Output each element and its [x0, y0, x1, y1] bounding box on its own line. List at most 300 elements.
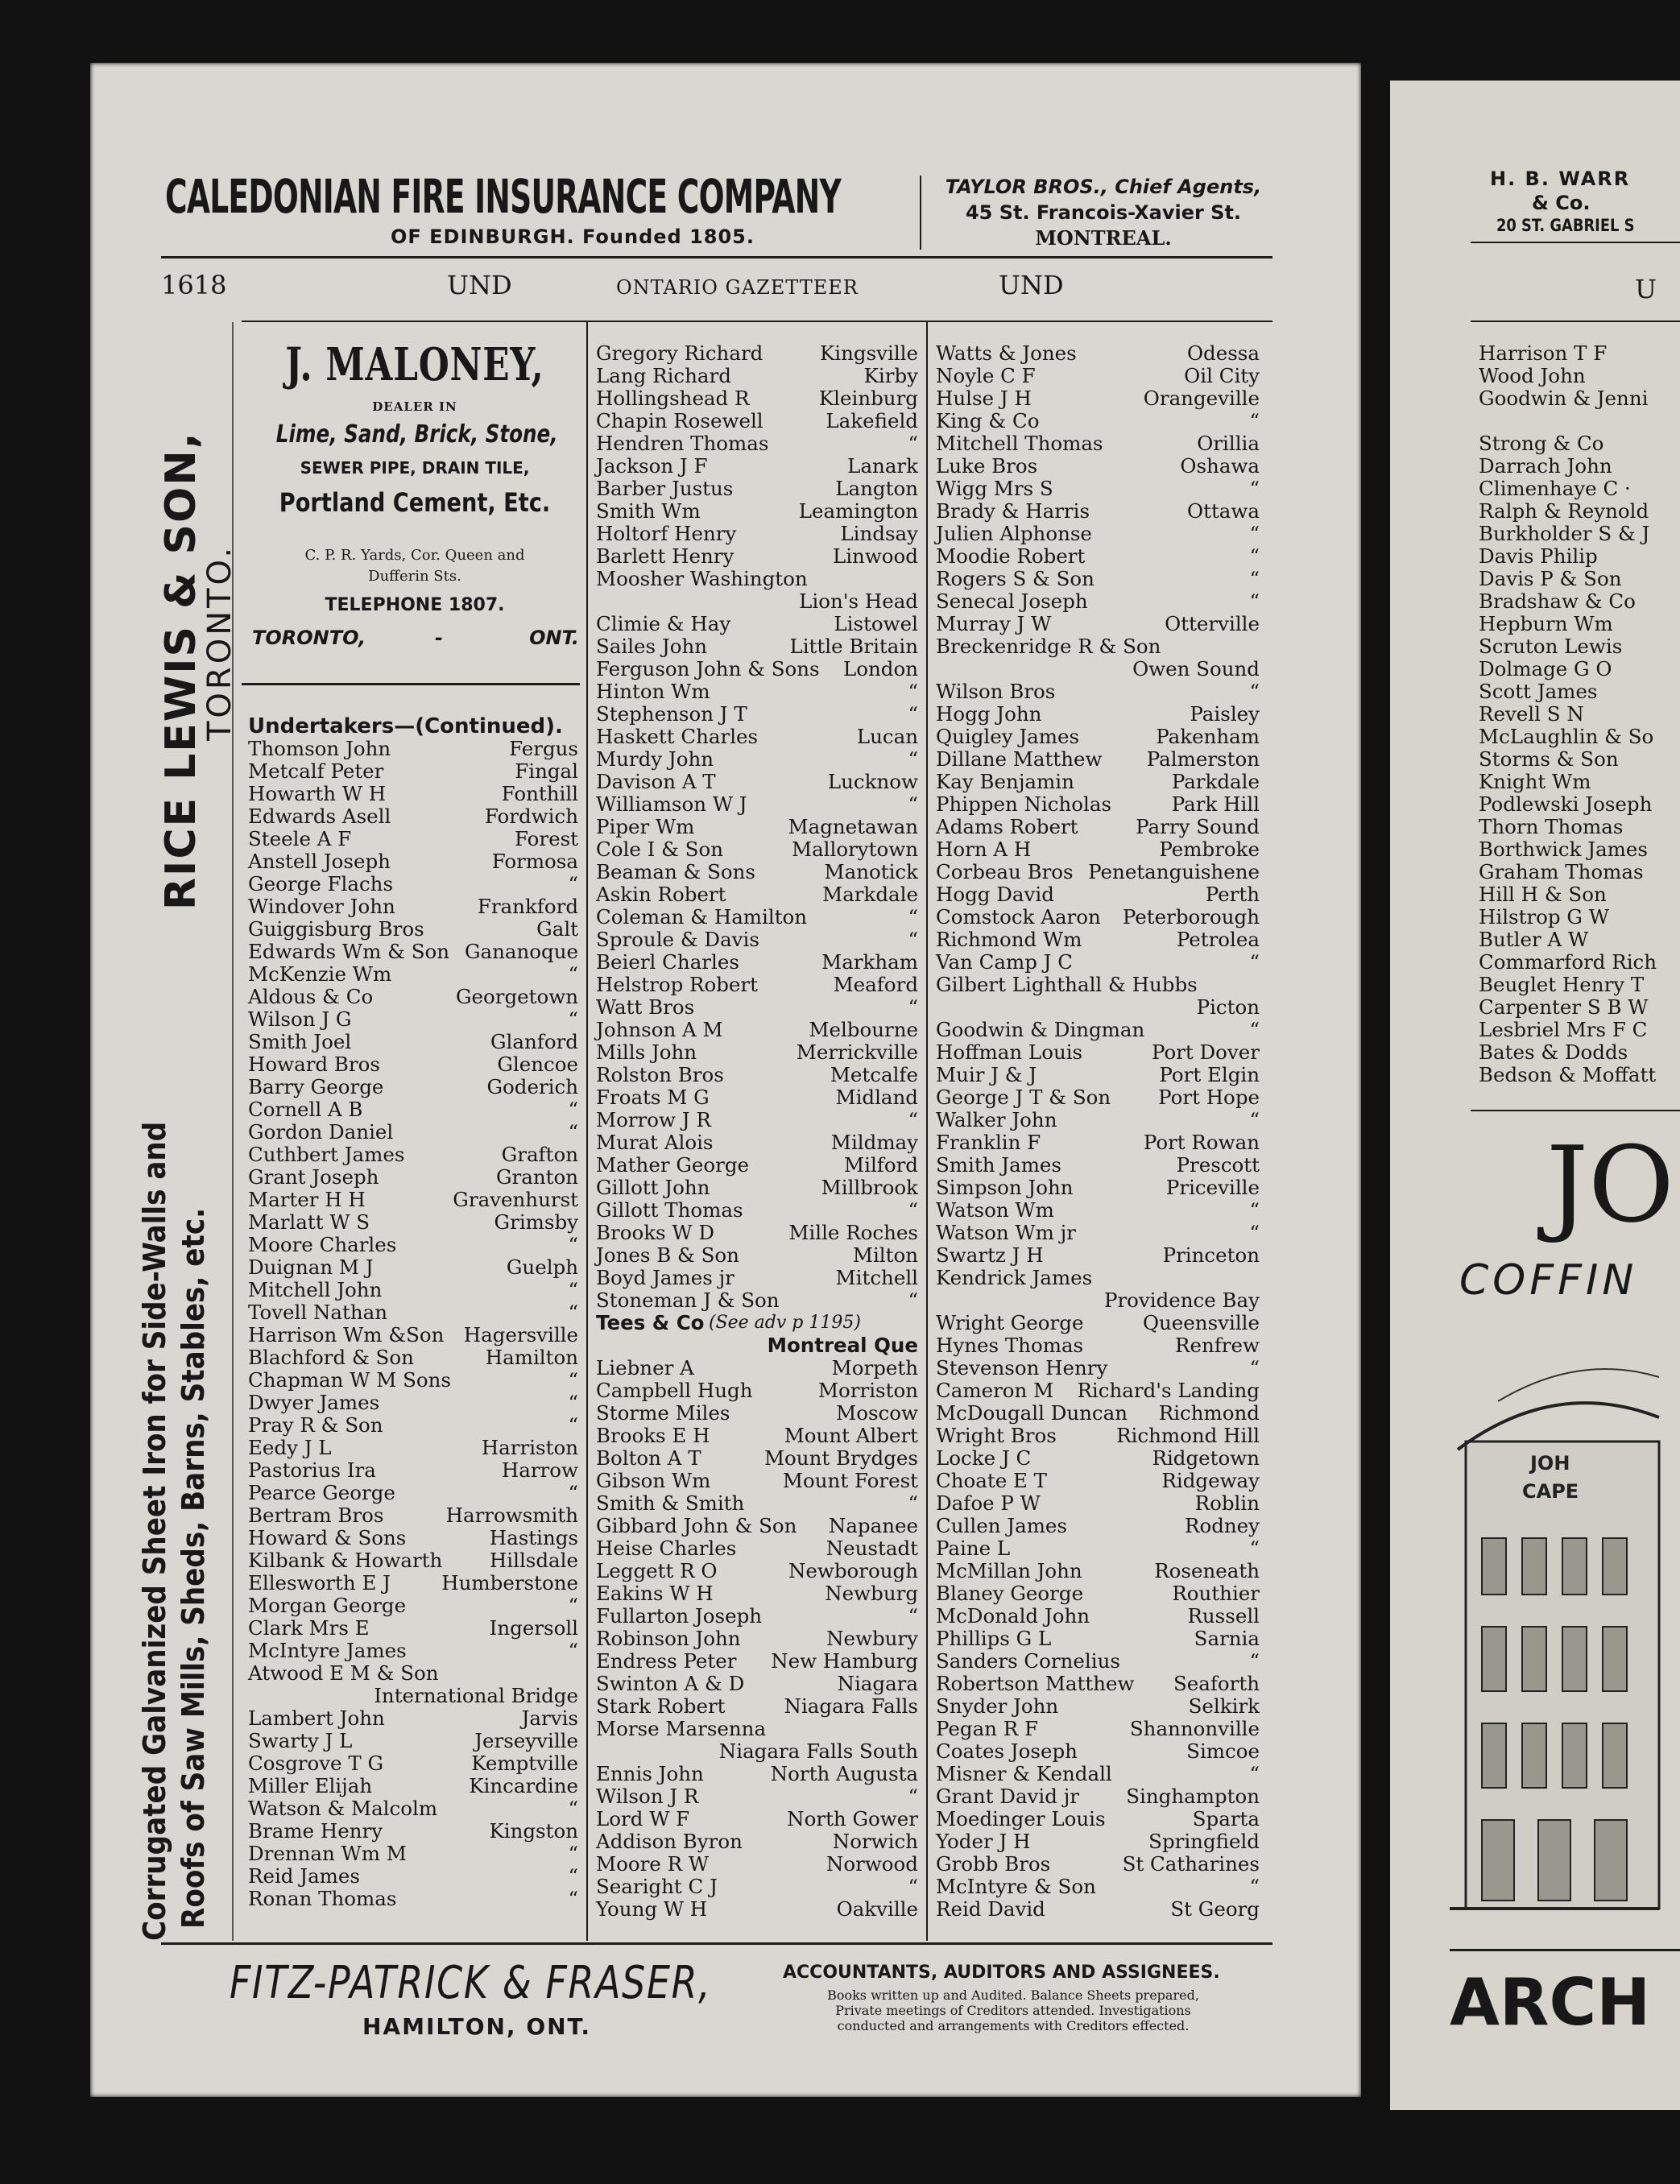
listing-place: Ottawa: [1187, 499, 1260, 523]
listing-entry: [596, 1131, 918, 1154]
listing-name: Ferguson John & Sons: [596, 657, 820, 680]
listing-name: Undertakers—(Continued).: [248, 714, 563, 738]
listing-place: Richmond Hill: [1116, 1424, 1260, 1447]
listing-place: Orangeville: [1143, 387, 1260, 410]
listing-name: Anstell Joseph: [248, 850, 391, 873]
right-listing-entry: Commarford Rich: [1479, 950, 1657, 974]
listing-entry: [248, 1482, 578, 1504]
footer-services: ACCOUNTANTS, AUDITORS AND ASSIGNEES.: [783, 1963, 1220, 1983]
listing-place: “: [568, 1233, 578, 1256]
listing-place: “: [908, 680, 918, 703]
listing-entry: [596, 703, 918, 726]
listing-place: Mallorytown: [791, 838, 918, 861]
listing-entry: [936, 1041, 1260, 1064]
listing-place: “: [1249, 567, 1260, 590]
listing-name: Watson & Malcolm: [248, 1797, 438, 1820]
listing-entry: [936, 1199, 1260, 1222]
listing-name: McMillan John: [936, 1559, 1082, 1582]
listing-entry: [596, 1515, 918, 1537]
listing-entry: [596, 1605, 918, 1628]
listing-entry: [596, 1560, 918, 1582]
insurance-ad: [165, 169, 914, 258]
corrugated-iron-ad-line2: Roofs of Saw Mills, Sheds, Barns, Stables, etc.: [176, 1207, 211, 1929]
listing-entry: [248, 1392, 578, 1414]
right-ad-coffin: COFFIN: [1459, 1256, 1638, 1305]
listing-place: Hamilton: [485, 1346, 578, 1369]
listing-entry: [936, 545, 1260, 568]
listing-entry: [936, 1019, 1260, 1041]
right-listing-entry: Bradshaw & Co: [1479, 589, 1636, 613]
right-listing-entry: Beuglet Henry T: [1479, 973, 1645, 996]
listing-name: Helstrop Robert: [596, 973, 758, 996]
rice-lewis-city: TORONTO.: [201, 544, 238, 741]
maloney-province: ONT.: [529, 627, 579, 649]
right-listing-entry: Scott James: [1479, 680, 1598, 703]
listing-entry: [936, 1853, 1260, 1876]
right-listing-entry: Wood John: [1479, 364, 1586, 387]
maloney-address: C. P. R. Yards, Cor. Queen and: [304, 547, 525, 564]
listing-place: “: [1249, 1198, 1260, 1222]
listing-entry: [596, 1763, 918, 1785]
listing-entry: [936, 1470, 1260, 1492]
listing-name: Pastorius Ira: [248, 1458, 376, 1482]
listing-name: Smith Wm: [596, 499, 701, 523]
listing-entry: [936, 748, 1260, 771]
listing-entry: [596, 1379, 918, 1402]
listing-place: “: [908, 1108, 918, 1131]
listing-place: Lindsay: [840, 522, 918, 545]
listing-place: “: [908, 1491, 918, 1515]
listing-entry: [248, 1752, 578, 1775]
listing-entry: [936, 523, 1260, 545]
listing-name: King & Co: [936, 409, 1040, 432]
listing-entry: [596, 816, 918, 838]
listing-name: Liebner A: [596, 1356, 694, 1379]
listing-name: Mills John: [596, 1040, 697, 1064]
listing-place: “: [568, 1007, 578, 1031]
listing-name: Barlett Henry: [596, 544, 734, 568]
listing-name: Smith & Smith: [596, 1491, 745, 1515]
listing-name: Morse Marsenna: [596, 1717, 767, 1740]
listing-place: Millbrook: [821, 1176, 918, 1199]
listing-entry: [596, 1695, 918, 1718]
listing-name: Murray J W: [936, 612, 1052, 635]
listing-entry: [596, 410, 918, 432]
listing-entry: [248, 1301, 578, 1324]
listing-entry: [936, 387, 1260, 410]
maloney-address-2: Dufferin Sts.: [368, 568, 461, 585]
listing-place: “: [568, 1368, 578, 1392]
listing-entry: [596, 1808, 918, 1830]
listing-name: Stoneman J & Son: [596, 1288, 780, 1312]
listing-place: Grafton: [501, 1143, 578, 1166]
listing-place: Little Britain: [789, 635, 918, 658]
listing-place: Pembroke: [1159, 838, 1260, 861]
listing-place: Galt: [536, 917, 578, 941]
maloney-city: TORONTO,: [252, 627, 366, 649]
listing-name: Wigg Mrs S: [936, 477, 1053, 500]
listing-name: Kay Benjamin: [936, 770, 1074, 793]
right-listing-entry: Thorn Thomas: [1479, 815, 1624, 838]
listing-entry: [596, 771, 918, 793]
listing-place: Kincardine: [469, 1774, 578, 1797]
listing-name: Horn A H: [936, 838, 1032, 861]
listing-name: Miller Elijah: [248, 1774, 373, 1797]
listing-name: Gillott Thomas: [596, 1198, 743, 1222]
listing-place: Kemptville: [471, 1752, 578, 1775]
listing-name: Climie & Hay: [596, 612, 731, 635]
listing-entry: [248, 1527, 578, 1549]
listing-place: Park Hill: [1171, 792, 1260, 816]
maloney-products: Lime, Sand, Brick, Stone,: [275, 420, 558, 449]
listing-place: “: [568, 1098, 578, 1121]
listing-place: “: [568, 1864, 578, 1888]
running-gazetteer: ONTARIO GAZETTEER: [616, 276, 859, 299]
listing-place: Lanark: [847, 454, 918, 478]
listing-place: Fordwich: [484, 805, 578, 828]
section-heading: [248, 715, 578, 738]
listing-place: Newborough: [788, 1559, 918, 1582]
listing-entry: [936, 365, 1260, 387]
listing-place: Lucan: [856, 725, 918, 748]
listing-name: Wright Bros: [936, 1424, 1057, 1447]
listing-entry: [596, 1537, 918, 1560]
listing-entry: [936, 1492, 1260, 1515]
insurance-company-subtitle: OF EDINBURGH. Founded 1805.: [391, 225, 755, 248]
listing-name: Johnson A M: [596, 1018, 723, 1041]
listing-entry: [248, 986, 578, 1008]
listing-name: George Flachs: [248, 872, 394, 896]
listing-entry: [936, 1718, 1260, 1740]
listing-name: Pray R & Son: [248, 1413, 383, 1437]
listing-name: Adams Robert: [936, 815, 1078, 838]
listing-entry: [248, 1437, 578, 1459]
listing-entry: [596, 432, 918, 455]
listing-place: “: [568, 1887, 578, 1910]
right-listing-entry: Davis P & Son: [1479, 567, 1622, 590]
listing-entry: [936, 1222, 1260, 1244]
agents-city: MONTREAL.: [1035, 226, 1172, 250]
listing-place: Routhier: [1172, 1582, 1260, 1605]
listing-name: Cuthbert James: [248, 1143, 405, 1166]
listing-entry: [248, 783, 578, 805]
listing-place: Norwich: [832, 1830, 918, 1853]
listing-place: “: [1249, 409, 1260, 432]
listing-name: Beaman & Sons: [596, 860, 755, 883]
listing-entry: [248, 1843, 578, 1865]
listing-entry: [596, 1357, 918, 1379]
listing-place: Mount Forest: [782, 1469, 918, 1492]
listing-place: Port Dover: [1151, 1040, 1260, 1064]
listing-name: Gregory Richard: [596, 341, 763, 365]
listing-name: Choate E T: [936, 1469, 1048, 1492]
listing-name: Storme Miles: [596, 1401, 730, 1425]
building-sign-line1: JOH: [1530, 1452, 1570, 1475]
listing-entry: [936, 613, 1260, 635]
listing-entry: [248, 918, 578, 941]
listing-entry: [248, 1459, 578, 1482]
listing-name: Morrow J R: [596, 1108, 711, 1131]
listing-name: Stephenson J T: [596, 702, 747, 726]
listing-place: Palmerston: [1146, 747, 1260, 771]
listing-name: Jones B & Son: [596, 1243, 739, 1267]
listing-place: Magnetawan: [788, 815, 918, 838]
listing-place: “: [908, 1604, 918, 1628]
right-listing-entry: Ralph & Reynold: [1479, 499, 1649, 523]
listing-entry: [596, 545, 918, 568]
listing-entry: [936, 974, 1260, 1019]
listing-name: Lord W F: [596, 1807, 690, 1830]
listing-name: Chapin Rosewell: [596, 409, 763, 432]
listing-place: Russell: [1187, 1604, 1260, 1628]
listing-name: Cole I & Son: [596, 838, 723, 861]
listing-place: Richard's Landing: [1077, 1379, 1260, 1402]
listing-place: Springfield: [1148, 1830, 1260, 1853]
listing-place: Princeton: [1162, 1243, 1260, 1267]
footer-details: [780, 1988, 1247, 2033]
listing-name: Swinton A & D: [596, 1672, 745, 1695]
listing-place: Gravenhurst: [453, 1188, 578, 1211]
footer-firm: FITZ-PATRICK & FRASER,: [230, 1957, 712, 2009]
listing-entry: [596, 1019, 918, 1041]
right-header-firm: H. B. WARR: [1490, 168, 1631, 190]
header-divider: [920, 176, 921, 250]
listing-name: McIntyre James: [248, 1639, 407, 1662]
listing-entry: [596, 635, 918, 658]
listing-place: “: [568, 1278, 578, 1301]
listing-place: “: [1249, 1221, 1260, 1244]
right-listing-entry: [1479, 410, 1657, 432]
listing-entry: [596, 1425, 918, 1447]
right-header-address: 20 ST. GABRIEL S: [1496, 216, 1635, 235]
listing-name: Cameron M: [936, 1379, 1054, 1402]
listing-entry: [248, 963, 578, 986]
agents-line: TAYLOR BROS., Chief Agents,: [945, 176, 1262, 198]
listing-name: McDougall Duncan: [936, 1401, 1128, 1425]
right-listing-entry: Harrison T F: [1479, 341, 1608, 365]
listing-place: Paisley: [1190, 702, 1260, 726]
listing-name: Mitchell John: [248, 1278, 383, 1301]
listing-name: Steele A F: [248, 827, 352, 850]
listing-name: Sailes John: [596, 635, 708, 658]
page-number: 1618: [161, 270, 227, 300]
listing-name: Askin Robert: [596, 883, 726, 906]
listing-place: St Catharines: [1122, 1852, 1260, 1876]
listing-name: Eakins W H: [596, 1582, 714, 1605]
listing-name: Simpson John: [936, 1176, 1074, 1199]
listing-place: “: [908, 702, 918, 726]
listing-entry: [936, 1109, 1260, 1131]
listing-entry: [936, 1086, 1260, 1109]
listing-entry: [936, 1334, 1260, 1357]
listing-place: Midland: [835, 1086, 918, 1109]
listing-place: “: [908, 1785, 918, 1808]
listing-place: Priceville: [1165, 1176, 1260, 1199]
listing-entry: [248, 1053, 578, 1076]
listing-note: (See adv p 1195): [709, 1313, 861, 1333]
listing-name: Atwood E M & Son: [248, 1661, 439, 1685]
listing-place: Ridgetown: [1152, 1446, 1260, 1470]
listing-entry: [596, 1582, 918, 1605]
listing-entry: [248, 1144, 578, 1166]
listing-entry: [596, 342, 918, 365]
listing-entry: [248, 1820, 578, 1843]
listing-entry: [596, 387, 918, 410]
listing-place: North Augusta: [770, 1762, 918, 1785]
listing-entry: [936, 1808, 1260, 1830]
listing-name: Noyle C F: [936, 364, 1036, 387]
listing-name: Smith James: [936, 1153, 1061, 1177]
listing-place: Queensville: [1142, 1311, 1260, 1334]
listing-entry: [596, 500, 918, 523]
listing-entry: [596, 1289, 918, 1312]
listing-place: “: [1249, 1649, 1260, 1673]
listing-name: Marter H H: [248, 1188, 366, 1211]
listing-name: Addison Byron: [596, 1830, 743, 1853]
listing-entry: [248, 1008, 578, 1031]
listing-place: Moscow: [836, 1401, 918, 1425]
listing-entry: [248, 873, 578, 896]
listing-place: Niagara Falls: [784, 1694, 918, 1718]
listing-place: Gananoque: [464, 940, 578, 963]
listing-entry: [596, 748, 918, 771]
listing-name: Richmond Wm: [936, 928, 1082, 951]
listing-place: “: [908, 432, 918, 455]
listing-place: “: [568, 1120, 578, 1144]
listing-entry: [248, 1121, 578, 1144]
listing-name: Sproule & Davis: [596, 928, 759, 951]
listing-entry: [936, 680, 1260, 703]
listing-entry: [248, 760, 578, 783]
running-und-right: UND: [999, 270, 1064, 300]
listing-entry: [596, 1177, 918, 1199]
listing-name: Guiggisburg Bros: [248, 917, 424, 941]
listing-place: “: [1249, 1762, 1260, 1785]
listing-place: “: [908, 1288, 918, 1312]
listing-name: Brooks W D: [596, 1221, 715, 1244]
listing-place: Mildmay: [830, 1131, 918, 1154]
ad-rule: [242, 683, 580, 685]
listing-place: Simcoe: [1186, 1739, 1260, 1763]
right-listing-entry: Hilstrop G W: [1479, 905, 1609, 929]
listing-name: Bertram Bros: [248, 1504, 384, 1527]
listing-entry: [936, 1064, 1260, 1086]
listing-place: Kleinburg: [818, 387, 918, 410]
listing-place: “: [1249, 1018, 1260, 1041]
listing-entry: [596, 680, 918, 703]
right-listing-entry: McLaughlin & So: [1479, 725, 1654, 748]
listing-entry: [248, 1166, 578, 1189]
listing-place: Glencoe: [497, 1053, 578, 1076]
listing-name: Locke J C: [936, 1446, 1032, 1470]
listing-entry: [936, 1402, 1260, 1425]
listing-entry: [596, 1470, 918, 1492]
listing-entry: [936, 1673, 1260, 1695]
listing-entry: [936, 455, 1260, 478]
listing-entry: [248, 1414, 578, 1437]
listing-name: Harrison Wm &Son: [248, 1323, 445, 1346]
listing-name: Hogg John: [936, 702, 1042, 726]
footer-details-line: conducted and arrangements with Creditors effected.: [837, 2018, 1190, 2033]
listing-entry: [936, 1605, 1260, 1628]
listing-entry: [936, 1785, 1260, 1808]
listing-entry: [248, 850, 578, 873]
listing-place: Kingsville: [819, 341, 918, 365]
listing-name: Boyd James jr: [596, 1266, 734, 1289]
listing-entry: [936, 1537, 1260, 1560]
listing-name: Pearce George: [248, 1481, 395, 1504]
listing-name: Hendren Thomas: [596, 432, 769, 455]
listing-entry: [248, 1640, 578, 1662]
listing-entry: [248, 1324, 578, 1346]
listing-entry: [596, 726, 918, 748]
listing-name: Ellesworth E J: [248, 1571, 391, 1595]
listing-entry: [248, 1031, 578, 1053]
running-head: [161, 270, 1272, 310]
listing-name: Metcalf Peter: [248, 759, 384, 783]
listing-place: Melbourne: [809, 1018, 918, 1041]
right-listing-entry: Storms & Son: [1479, 747, 1619, 771]
listing-name: Watson Wm: [936, 1198, 1054, 1222]
listing-place: Goderich: [486, 1075, 578, 1098]
listing-name: Robertson Matthew: [936, 1672, 1135, 1695]
listing-entry: [936, 951, 1260, 974]
listing-name: Blaney George: [936, 1582, 1084, 1605]
listing-place: Markdale: [822, 883, 918, 906]
listing-name: McDonald John: [936, 1604, 1090, 1628]
listing-place: Oil City: [1184, 364, 1260, 387]
listing-name: Grant Joseph: [248, 1165, 379, 1189]
listing-place: “: [568, 1797, 578, 1820]
listing-entry: [248, 1256, 578, 1279]
listing-place: “: [568, 1639, 578, 1662]
listing-place: Port Rowan: [1143, 1131, 1260, 1154]
right-listing-entry: Dolmage G O: [1479, 657, 1612, 680]
right-listing-entry: Climenhaye C ·: [1479, 477, 1631, 500]
maloney-dealer: DEALER IN: [372, 399, 457, 414]
listing-name: Dafoe P W: [936, 1491, 1041, 1515]
listing-place: Owen Sound: [1132, 657, 1260, 680]
listing-entry: [936, 1740, 1260, 1763]
listing-place: Penetanguishene: [1088, 860, 1260, 883]
listing-place: Harrowsmith: [445, 1504, 578, 1527]
listing-entry: [596, 1267, 918, 1289]
listing-entry: [596, 1402, 918, 1425]
listing-entry: [936, 410, 1260, 432]
listing-place: “: [568, 872, 578, 896]
listing-name: Edwards Wm & Son: [248, 940, 450, 963]
listing-name: Moodie Robert: [936, 544, 1086, 568]
listing-place: Forest: [514, 827, 578, 850]
listing-place: Jarvis: [521, 1706, 578, 1730]
listing-entry: [248, 805, 578, 828]
right-listing-entry: Goodwin & Jenni: [1479, 387, 1649, 410]
listing-place: Mille Roches: [788, 1221, 918, 1244]
listing-name: Reid David: [936, 1897, 1045, 1921]
listing-place: Newbury: [826, 1627, 918, 1650]
maloney-separator: -: [435, 627, 443, 649]
listing-name: Ronan Thomas: [248, 1887, 397, 1910]
listing-place: Hagersville: [463, 1323, 578, 1346]
maloney-sewer-pipe: SEWER PIPE, DRAIN TILE,: [300, 458, 530, 478]
listing-place: Langton: [835, 477, 918, 500]
right-listing-entry: Butler A W: [1479, 928, 1589, 951]
listing-entry: [248, 941, 578, 963]
right-listing-entry: Scruton Lewis: [1479, 635, 1623, 658]
listing-name: Edwards Asell: [248, 805, 391, 828]
listing-name: Hogg David: [936, 883, 1054, 906]
listing-entry: [596, 1447, 918, 1470]
